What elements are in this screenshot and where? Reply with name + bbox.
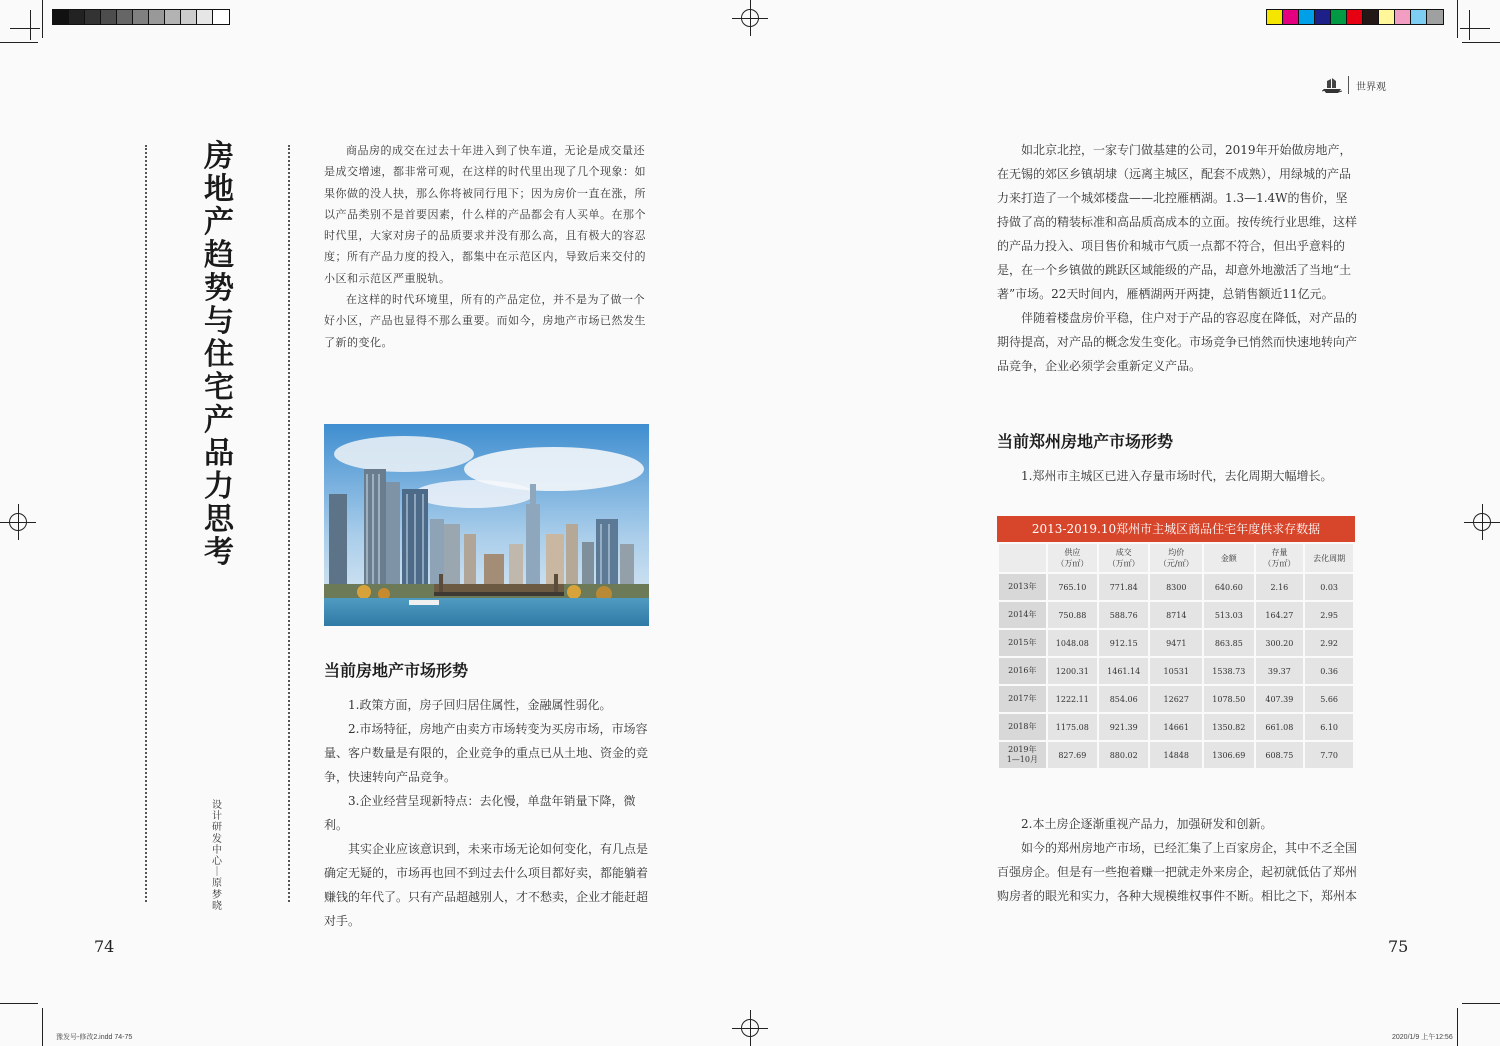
table-year-cell: 2015年 [999, 630, 1046, 656]
color-swatch [197, 10, 213, 24]
title-char: 设 [212, 800, 222, 811]
title-char: 心 [212, 856, 222, 868]
body-text [324, 693, 656, 933]
registration-mark [1464, 504, 1500, 540]
color-swatch [1427, 10, 1443, 24]
title-char: 发 [212, 833, 222, 845]
crop-mark [1457, 0, 1458, 38]
title-char: 住 [204, 337, 234, 372]
table-cell: 2.16 [1256, 574, 1304, 600]
color-swatch [1379, 10, 1395, 24]
intro-paragraph: 在这样的时代环境里，所有的产品定位，并不是为了做一个好小区，产品也显得不那么重要。而如今，房地产市场已然发生了新的变化。 [324, 293, 646, 349]
date-footer: 2020/1/9 上午12:56 [1392, 1034, 1453, 1041]
color-swatch [1315, 10, 1331, 24]
table-row [999, 630, 1353, 656]
boat-logo-icon [1322, 76, 1342, 94]
gray-swatch-bar [52, 9, 230, 25]
table-header-cell: 均价 （元/㎡） [1150, 544, 1202, 572]
table-header-cell [999, 544, 1046, 572]
title-char: 宅 [204, 370, 234, 405]
title-char: 研 [212, 822, 222, 834]
table-header-row [999, 544, 1353, 572]
body-paragraph: 2.本土房企逐渐重视产品力，加强研发和创新。 [1021, 817, 1273, 831]
header-divider [1348, 76, 1349, 94]
color-swatch [1395, 10, 1411, 24]
title-char: 考 [204, 535, 234, 570]
table-cell: 1078.50 [1204, 686, 1253, 712]
author-byline [210, 800, 224, 912]
table-cell: 8714 [1150, 602, 1202, 628]
title-char: 品 [204, 436, 234, 471]
body-paragraph: 2.市场特征，房地产由卖方市场转变为买房市场，市场容量、客户数量是有限的，企业竞争的重点已从土地、资金的竞争，快速转向产品竞争。 [324, 722, 649, 784]
section-heading: 当前房地产市场形势 [324, 661, 469, 680]
table-cell: 912.15 [1099, 630, 1148, 656]
crop-mark [10, 28, 40, 29]
title-char: 思 [204, 502, 234, 537]
color-swatch-bar [1266, 9, 1444, 25]
table-year-cell: 2014年 [999, 602, 1046, 628]
body-paragraph: 伴随着楼盘房价平稳，住户对于产品的容忍度在降低，对产品的期待提高，对产品的概念发生变化。市场竞争已悄然而快速地转向产品竞争，企业必须学会重新定义产品。 [997, 311, 1358, 373]
color-swatch [181, 10, 197, 24]
table-header-cell: 供应 （万㎡） [1048, 544, 1097, 572]
file-footer: 豫发号-修改2.indd 74-75 [56, 1034, 133, 1041]
table-header-cell: 金额 [1204, 544, 1253, 572]
title-char: 趋 [204, 238, 234, 273]
intro-paragraph: 商品房的成交在过去十年进入到了快车道，无论是成交量还是成交增速，都非常可观，在这样的时代里出现了几个现象：如果你做的没人抉，那么你将被同行甩下；因为房价一直在涨，所以产品类别不是首要因素，什么样的产品都会有人买单。在那个时代里，大家对房子的品质要求并没有那么高，且有极大的容忍度；所有产品力度的投入，都集中在示范区内，导致后来交付的小区和示范区严重脱轨。 [324, 144, 646, 285]
crop-mark [1457, 1008, 1458, 1046]
table-cell: 1222.11 [1048, 686, 1097, 712]
city-skyline-photo [324, 424, 649, 626]
table-header-cell: 存量 （万㎡） [1256, 544, 1304, 572]
point-text [997, 464, 1357, 488]
title-char: 力 [204, 469, 234, 504]
color-swatch [1363, 10, 1379, 24]
color-swatch [213, 10, 229, 24]
color-swatch [165, 10, 181, 24]
table-cell: 771.84 [1099, 574, 1148, 600]
intro-text [324, 140, 650, 353]
table-cell: 1175.08 [1048, 714, 1097, 740]
color-swatch [101, 10, 117, 24]
crop-mark [0, 1003, 38, 1004]
table-cell: 1538.73 [1204, 658, 1253, 684]
body-paragraph: 其实企业应该意识到，未来市场无论如何变化，有几点是确定无疑的，市场再也回不到过去什么项目都好卖，都能躺着赚钱的年代了。只有产品超越别人，才不愁卖，企业才能赶超对手。 [324, 842, 649, 928]
table-row [999, 602, 1353, 628]
table-cell: 6.10 [1305, 714, 1353, 740]
registration-mark [0, 504, 36, 540]
body-paragraph: 3.企业经营呈现新特点：去化慢，单盘年销量下降，微利。 [324, 794, 636, 832]
crop-mark [1469, 10, 1470, 40]
table-cell: 39.37 [1256, 658, 1304, 684]
table-cell: 588.76 [1099, 602, 1148, 628]
table-row [999, 742, 1353, 768]
color-swatch [69, 10, 85, 24]
table-year-cell: 2013年 [999, 574, 1046, 600]
color-swatch [1411, 10, 1427, 24]
color-swatch [1347, 10, 1363, 24]
table-cell: 1350.82 [1204, 714, 1253, 740]
title-char: 势 [204, 271, 234, 306]
table-header-cell: 去化周期 [1305, 544, 1353, 572]
table-year-cell: 2016年 [999, 658, 1046, 684]
title-char: 中 [212, 844, 222, 856]
table-cell: 513.03 [1204, 602, 1253, 628]
title-char: 地 [204, 172, 234, 207]
body-paragraph: 1.政策方面，房子回归居住属性，金融属性弱化。 [348, 698, 612, 712]
title-char: ｜ [212, 867, 222, 879]
table-cell: 1306.69 [1204, 742, 1253, 768]
table-cell: 300.20 [1256, 630, 1304, 656]
table-cell: 1200.31 [1048, 658, 1097, 684]
title-char: 原 [212, 878, 222, 890]
title-char: 房 [204, 139, 234, 174]
crop-mark [0, 42, 38, 43]
table-cell: 827.69 [1048, 742, 1097, 768]
title-char: 与 [204, 304, 234, 339]
section-heading: 当前郑州房地产市场形势 [997, 432, 1174, 451]
supply-demand-table [997, 542, 1355, 770]
crop-mark [1462, 42, 1500, 43]
table-cell: 2.95 [1305, 602, 1353, 628]
color-swatch [53, 10, 69, 24]
table-cell: 661.08 [1256, 714, 1304, 740]
table-cell: 765.10 [1048, 574, 1097, 600]
table-cell: 14661 [1150, 714, 1202, 740]
color-swatch [1283, 10, 1299, 24]
table-cell: 5.66 [1305, 686, 1353, 712]
table-cell: 164.27 [1256, 602, 1304, 628]
table-cell: 7.70 [1305, 742, 1353, 768]
body-paragraph: 如今的郑州房地产市场，已经汇集了上百家房企，其中不乏全国百强房企。但是有一些抱着赚一把就走外来房企，起初就低估了郑州购房者的眼光和实力，各种大规模维权事件不断。相比之下，郑州本 [997, 841, 1358, 903]
section-label: 世界观 [1356, 82, 1386, 93]
color-swatch [133, 10, 149, 24]
table-cell: 1461.14 [1099, 658, 1148, 684]
table-cell: 2.92 [1305, 630, 1353, 656]
table-row [999, 714, 1353, 740]
article-title [199, 140, 239, 569]
color-swatch [1267, 10, 1283, 24]
crop-mark [42, 0, 43, 38]
table-title: 2013-2019.10郑州市主城区商品住宅年度供求存数据 [997, 516, 1355, 542]
table-cell: 608.75 [1256, 742, 1304, 768]
table-year-cell: 2017年 [999, 686, 1046, 712]
body-text [997, 138, 1357, 378]
page-number: 74 [94, 937, 115, 956]
title-char: 梦 [212, 889, 222, 901]
title-char: 晓 [212, 900, 222, 912]
color-swatch [149, 10, 165, 24]
table-cell: 921.39 [1099, 714, 1148, 740]
left-dotted-rule [145, 145, 147, 902]
table-row [999, 658, 1353, 684]
table-row [999, 574, 1353, 600]
title-char: 产 [204, 403, 234, 438]
title-char: 计 [212, 811, 222, 823]
crop-mark [1462, 1003, 1500, 1004]
color-swatch [1299, 10, 1315, 24]
page-number: 75 [1388, 937, 1409, 956]
table-cell: 8300 [1150, 574, 1202, 600]
body-text [997, 812, 1357, 908]
table-cell: 640.60 [1204, 574, 1253, 600]
table-year-cell: 2019年 1—10月 [999, 742, 1046, 768]
registration-mark [732, 1010, 768, 1046]
color-swatch [1331, 10, 1347, 24]
table-cell: 880.02 [1099, 742, 1148, 768]
table-cell: 9471 [1150, 630, 1202, 656]
crop-mark [42, 1008, 43, 1046]
table-cell: 12627 [1150, 686, 1202, 712]
crop-mark [1460, 28, 1490, 29]
table-cell: 10531 [1150, 658, 1202, 684]
table-header-cell: 成交 （万㎡） [1099, 544, 1148, 572]
table-cell: 0.36 [1305, 658, 1353, 684]
color-swatch [85, 10, 101, 24]
table-cell: 407.39 [1256, 686, 1304, 712]
table-cell: 1048.08 [1048, 630, 1097, 656]
table-row [999, 686, 1353, 712]
table-cell: 14848 [1150, 742, 1202, 768]
body-paragraph: 如北京北控，一家专门做基建的公司，2019年开始做房地产，在无锡的郊区乡镇胡埭（远离主城区，配套不成熟），用绿城的产品力来打造了一个城郊楼盘——北控雁栖湖。1.3—1.4W的售价，坚持做了高的精装标准和高品质高成本的立面。按传统行业思维，这样的产品力投入、项目售价和城市气质一点都不符合，但出乎意料的是，在一个乡镇做的跳跃区域能级的产品，却意外地激活了当地“土著”市场。22天时间内，雁栖湖两开两捷，总销售额近11亿元。 [997, 143, 1358, 301]
table-cell: 863.85 [1204, 630, 1253, 656]
table-year-cell: 2018年 [999, 714, 1046, 740]
color-swatch [117, 10, 133, 24]
table-cell: 0.03 [1305, 574, 1353, 600]
body-paragraph: 1.郑州市主城区已进入存量市场时代，去化周期大幅增长。 [1021, 469, 1333, 483]
right-dotted-rule [288, 145, 290, 902]
table-cell: 750.88 [1048, 602, 1097, 628]
title-char: 产 [204, 205, 234, 240]
registration-mark [732, 0, 768, 36]
table-cell: 854.06 [1099, 686, 1148, 712]
crop-mark [30, 10, 31, 40]
